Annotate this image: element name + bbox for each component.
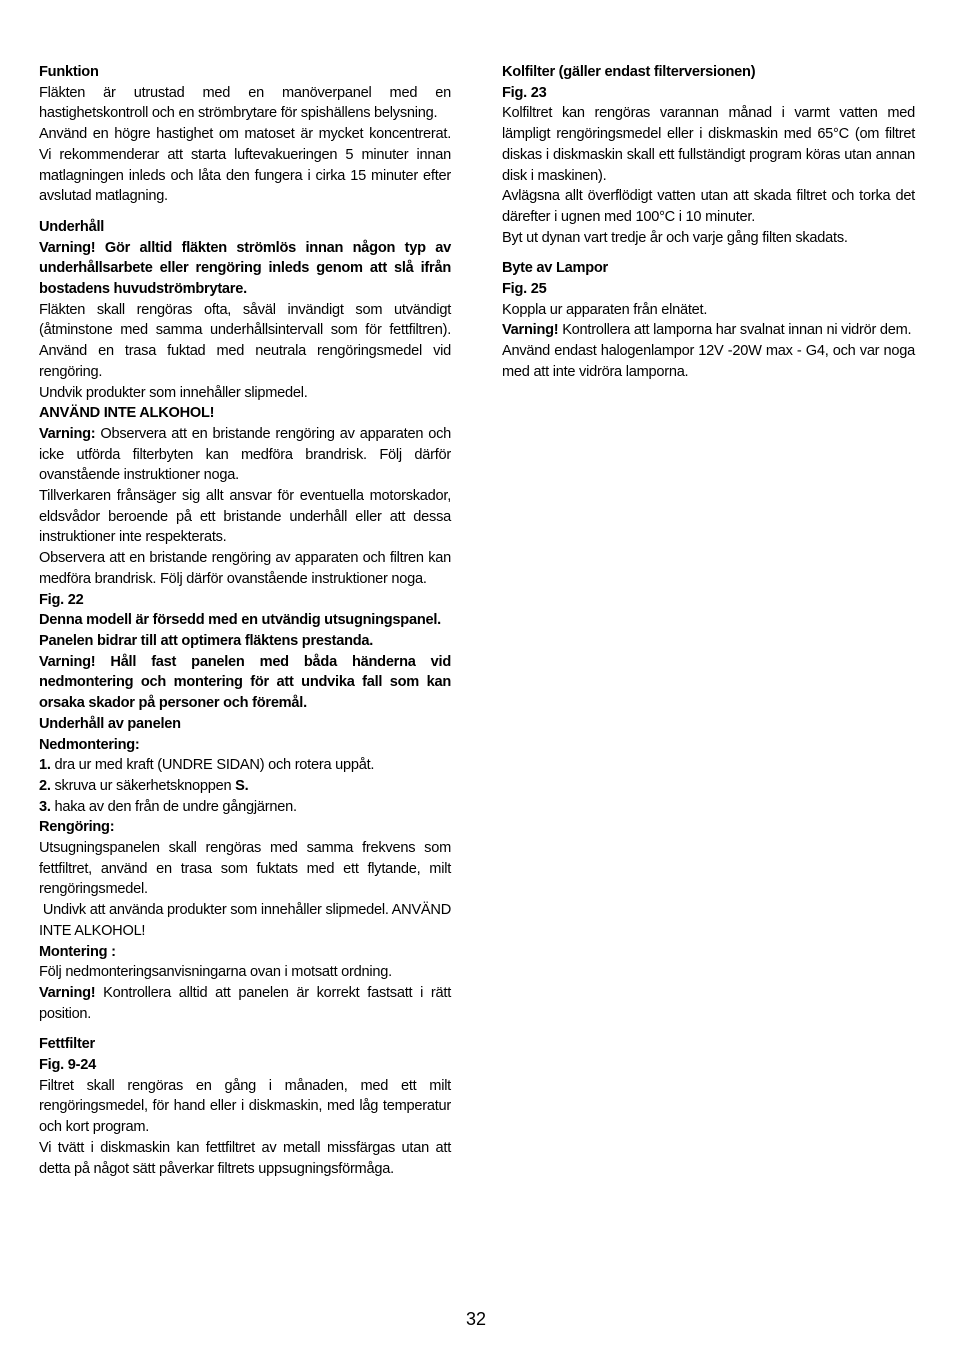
kolfilter-paragraph-2: Avlägsna allt överflödigt vatten utan att skada filtret och torka det därefter i ugnen med 100°C i 10 minuter. (502, 188, 915, 225)
lampor-paragraph-1: Koppla ur apparaten från elnätet. (502, 301, 708, 318)
step-1-text: dra ur med kraft (UNDRE SIDAN) och rotera uppåt. (50, 757, 375, 774)
fig-25-label: Fig. 25 (502, 281, 547, 298)
lampor-warning (502, 320, 915, 341)
lampor-warning-text: Kontrollera att lamporna har svalnat innan ni vidrör dem. (558, 322, 912, 339)
section-fettfilter (39, 1034, 451, 1179)
rengoring-paragraph-2: Undivk att använda produkter som innehåller slipmedel. ANVÄND INTE ALKOHOL! (39, 902, 455, 939)
kolfilter-paragraph-3: Byt ut dynan vart tredje år och varje gång filten skadats. (502, 229, 848, 246)
step-1 (39, 755, 451, 776)
no-alcohol-notice: ANVÄND INTE ALKOHOL! (39, 405, 215, 422)
warning-label: Varning: (39, 425, 96, 442)
step-2-bold: S. (235, 777, 249, 794)
lampor-paragraph-2: Använd endast halogenlampor 12V -20W max - G4, och var noga med att inte vidröra lamporna. (502, 343, 915, 380)
underhall-warning: Varning! Gör alltid fläkten strömlös innan någon typ av underhållsarbete eller rengöring inleds genom att slå ifrån bostadens huvudströmbrytare. (39, 239, 451, 298)
panel-bold-3: Varning! Håll fast panelen med båda händerna vid nedmontering och montering för att undvika fall som kan orsaka skador på personer och föremål. (39, 653, 451, 712)
section-funktion (39, 62, 451, 207)
funktion-paragraph-2: Använd en högre hastighet om matoset är mycket koncentrerat. Vi rekommenderar att starta luftevakueringen 5 minuter innan matlagningen inleds och låta den fungera i cirka 15 minuter efter avslutad matlagning. (39, 126, 451, 205)
panel-bold-2: Panelen bidrar till att optimera fläktens prestanda. (39, 632, 374, 649)
page-number-container (0, 1309, 954, 1330)
kolfilter-paragraph-1: Kolfiltret kan rengöras varannan månad i varmt vatten med lämpligt rengöringsmedel eller i diskmaskin med 65°C (om filtret diskas i diskmaskin skall ett fullständigt program köras utan annan disk i maskinen). (502, 105, 915, 184)
funktion-paragraph-1: Fläkten är utrustad med en manöverpanel med en hastighetskontroll och en strömbrytare för spishällens belysning. (39, 84, 451, 122)
step-1-number: 1. (39, 757, 51, 774)
step-2-text: skruva ur säkerhetsknoppen (50, 777, 236, 794)
underhall-paragraph-2: Undvik produkter som innehåller slipmedel. (39, 384, 308, 401)
step-2-number: 2. (39, 777, 51, 794)
right-column (502, 62, 915, 383)
step-3-number: 3. (39, 798, 51, 815)
nedmontering-heading: Nedmontering: (39, 736, 140, 753)
fig-23-label: Fig. 23 (502, 84, 547, 101)
fettfilter-paragraph-2: Vi tvätt i diskmaskin kan fettfiltret av metall missfärgas utan att detta på något sätt påverkar filtrets uppsugningsförmåga. (39, 1139, 451, 1177)
underhall-warning-2 (39, 424, 451, 486)
left-column (39, 62, 455, 1179)
lampor-warning-label: Varning! (502, 322, 559, 339)
step-3 (39, 797, 451, 818)
underhall-paragraph-1: Fläkten skall rengöras ofta, såväl invändigt som utvändigt (åtminstone med samma underhållsintervall som för fettfiltren). Använd en trasa fuktad med neutrala rengöringsmedel vid rengöring. (39, 301, 451, 380)
fettfilter-paragraph-1: Filtret skall rengöras en gång i månaden, med ett milt rengöringsmedel, för hand eller i diskmaskin, med låg temperatur och kort program. (39, 1077, 451, 1136)
underhall-heading: Underhåll (39, 218, 105, 235)
underhall-paragraph-3: Tillverkaren frånsäger sig allt ansvar för eventuella motorskador, eldsvådor beroende på ett bristande underhåll eller att dessa instruktioner inte respekterats. (39, 488, 451, 546)
panel-maintenance-heading: Underhåll av panelen (39, 715, 181, 732)
montering-paragraph-1: Följ nedmonteringsanvisningarna ovan i motsatt ordning. (39, 964, 392, 981)
page-number: 32 (465, 1309, 487, 1329)
kolfilter-heading: Kolfilter (gäller endast filterversionen) (502, 64, 756, 80)
step-2 (39, 776, 451, 797)
section-underhall (39, 217, 455, 1024)
fettfilter-heading: Fettfilter (39, 1036, 95, 1053)
panel-bold-1: Denna modell är försedd med en utvändig utsugningspanel. (39, 612, 441, 629)
section-lampor (502, 258, 915, 382)
funktion-heading: Funktion (39, 64, 99, 80)
montering-heading: Montering : (39, 943, 116, 960)
underhall-paragraph-4: Observera att en bristande rengöring av apparaten och filtren kan medföra brandrisk. Följ därför ovanstående instruktioner noga. (39, 550, 451, 587)
warning-text: Observera att en bristande rengöring av apparaten och icke utförda filterbyten kan medföra brandrisk. Följ därför ovanstående instruktioner noga. (39, 425, 451, 484)
lampor-heading: Byte av Lampor (502, 260, 608, 277)
section-kolfilter (502, 62, 915, 248)
fig-9-24-label: Fig. 9-24 (39, 1057, 96, 1074)
montering-warning-text: Kontrollera alltid att panelen är korrekt fastsatt i rätt position. (39, 984, 451, 1022)
step-3-text: haka av den från de undre gångjärnen. (50, 798, 297, 815)
montering-warning-label: Varning! (39, 984, 96, 1001)
montering-warning (39, 983, 451, 1024)
rengoring-paragraph-1: Utsugningspanelen skall rengöras med samma frekvens som fettfiltret, använd en trasa som fuktats med ett flytande, milt rengöringsmedel. (39, 840, 451, 898)
fig-22-label: Fig. 22 (39, 591, 84, 608)
rengoring-heading: Rengöring: (39, 819, 115, 836)
